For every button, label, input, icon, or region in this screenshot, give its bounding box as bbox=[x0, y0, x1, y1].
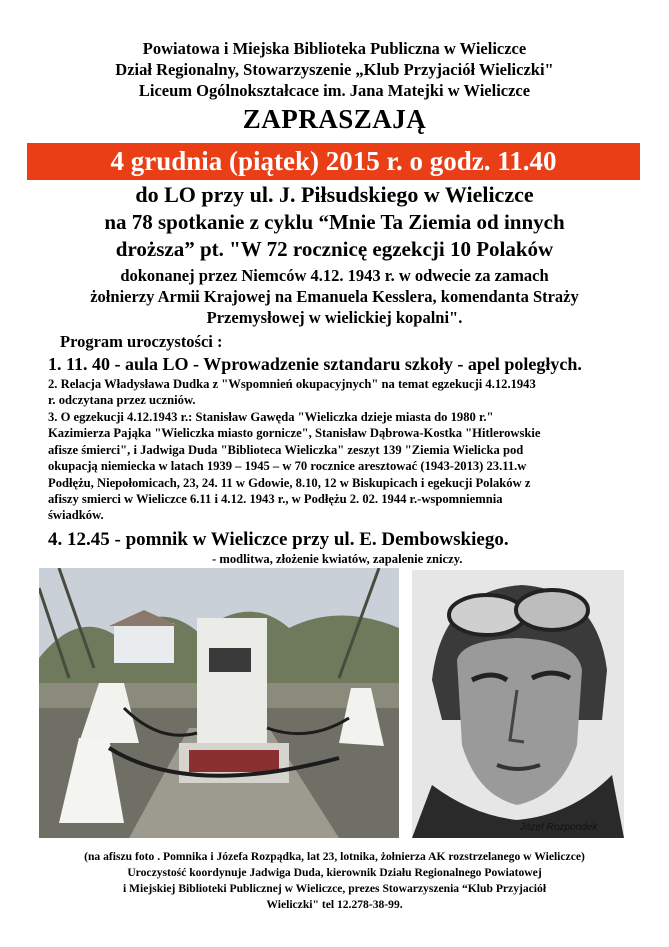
invite-heading: ZAPRASZAJĄ bbox=[242, 104, 427, 134]
meeting-line-2: droższa” pt. "W 72 rocznicę egzekcji 10 Polaków bbox=[115, 237, 554, 261]
program-item-4-sub: - modlitwa, złożenie kwiatów, zapalenie zniczy. bbox=[212, 552, 463, 566]
program-item-3-line-3: afisze śmierci", i Jadwiga Duda "Biblioteca Wieliczka" zeszyt 139 "Ziemia Wielicka pod bbox=[48, 442, 524, 457]
venue-line: do LO przy ul. J. Piłsudskiego w Wieliczce bbox=[135, 182, 534, 207]
program-item-3 bbox=[48, 409, 648, 524]
program-item-3-line-5: Podłężu, Niepołomicach, 23, 24. 11 w Gdowie, 8.10, 12 w Biskupicach i egekucji Polaków z bbox=[48, 475, 531, 490]
program-item-2-line-1: 2. Relacja Władysława Dudka z "Wspomnień okupacyjnych" na temat egzekucji 4.12.1943 bbox=[48, 377, 536, 391]
meeting-line-4: żołnierzy Armii Krajowej na Emanuela Kesslera, komendanta Straży bbox=[90, 287, 579, 306]
program-item-2-line-2: r. odczytana przez uczniów. bbox=[48, 393, 196, 408]
program-item-3-line-7: świadków. bbox=[48, 508, 104, 523]
footer-line-4: Wieliczki" tel 12.278-38-99. bbox=[266, 898, 403, 911]
program-item-3-line-4: okupacją niemiecka w latach 1939 – 1945 – w 70 rocznice aresztować (1943-2013) 23.11.w bbox=[48, 459, 527, 474]
meeting-line-3: dokonanej przez Niemców 4.12. 1943 r. w odwecie za zamach bbox=[120, 266, 549, 285]
footer-line-2: Uroczystość koordynuje Jadwiga Duda, kierownik Działu Regionalnego Powiatowej bbox=[127, 866, 542, 879]
organizer-line-3: Liceum Ogólnokształcace im. Jana Matejki w Wieliczce bbox=[138, 81, 531, 100]
portrait-illustration bbox=[412, 570, 624, 838]
program-item-1: 1. 11. 40 - aula LO - Wprowadzenie sztandaru szkoły - apel poległych. bbox=[48, 354, 582, 374]
portrait-caption: Józef Rozpondek bbox=[520, 822, 598, 833]
monument-photo-illustration bbox=[39, 568, 399, 838]
footer-line-3: i Miejskiej Biblioteki Publicznej w Wieliczce, prezes Stowarzyszenia “Klub Przyjaciół bbox=[122, 882, 547, 895]
date-banner: 4 grudnia (piątek) 2015 r. o godz. 11.40 bbox=[27, 143, 640, 180]
program-title: Program uroczystości : bbox=[60, 332, 223, 351]
organizer-line-2: Dział Regionalny, Stowarzyszenie „Klub Przyjaciół Wieliczki" bbox=[115, 60, 554, 79]
program-item-4: 4. 12.45 - pomnik w Wieliczce przy ul. E. Dembowskiego. bbox=[48, 529, 509, 550]
program-item-3-line-2: Kazimierza Pająka "Wieliczka miasto gornicze", Stanisław Dąbrowa-Kostka "Hitlerowskie bbox=[48, 426, 541, 441]
portrait-photo bbox=[412, 570, 624, 838]
meeting-line-5: Przemysłowej w wielickiej kopalni". bbox=[206, 308, 463, 327]
monument-photo bbox=[39, 568, 399, 838]
program-item-3-line-6: afiszy smierci w Wieliczce 6.11 i 4.12. 1943 r., w Podłężu 2. 02. 1944 r.-wspomniemnia bbox=[48, 492, 503, 507]
organizer-line-1: Powiatowa i Miejska Biblioteka Publiczna w Wieliczce bbox=[142, 39, 527, 58]
program-item-3-line-1: 3. O egzekucji 4.12.1943 r.: Stanisław Gawęda "Wieliczka dzieje miasta do 1980 r." bbox=[48, 410, 494, 424]
meeting-line-1: na 78 spotkanie z cyklu “Mnie Ta Ziemia od innych bbox=[104, 210, 565, 234]
footer-line-1: (na afiszu foto . Pomnika i Józefa Rozpądka, lat 23, lotnika, żołnierza AK rozstrzelanego w Wieliczce) bbox=[84, 850, 585, 863]
program-item-2 bbox=[48, 376, 648, 409]
